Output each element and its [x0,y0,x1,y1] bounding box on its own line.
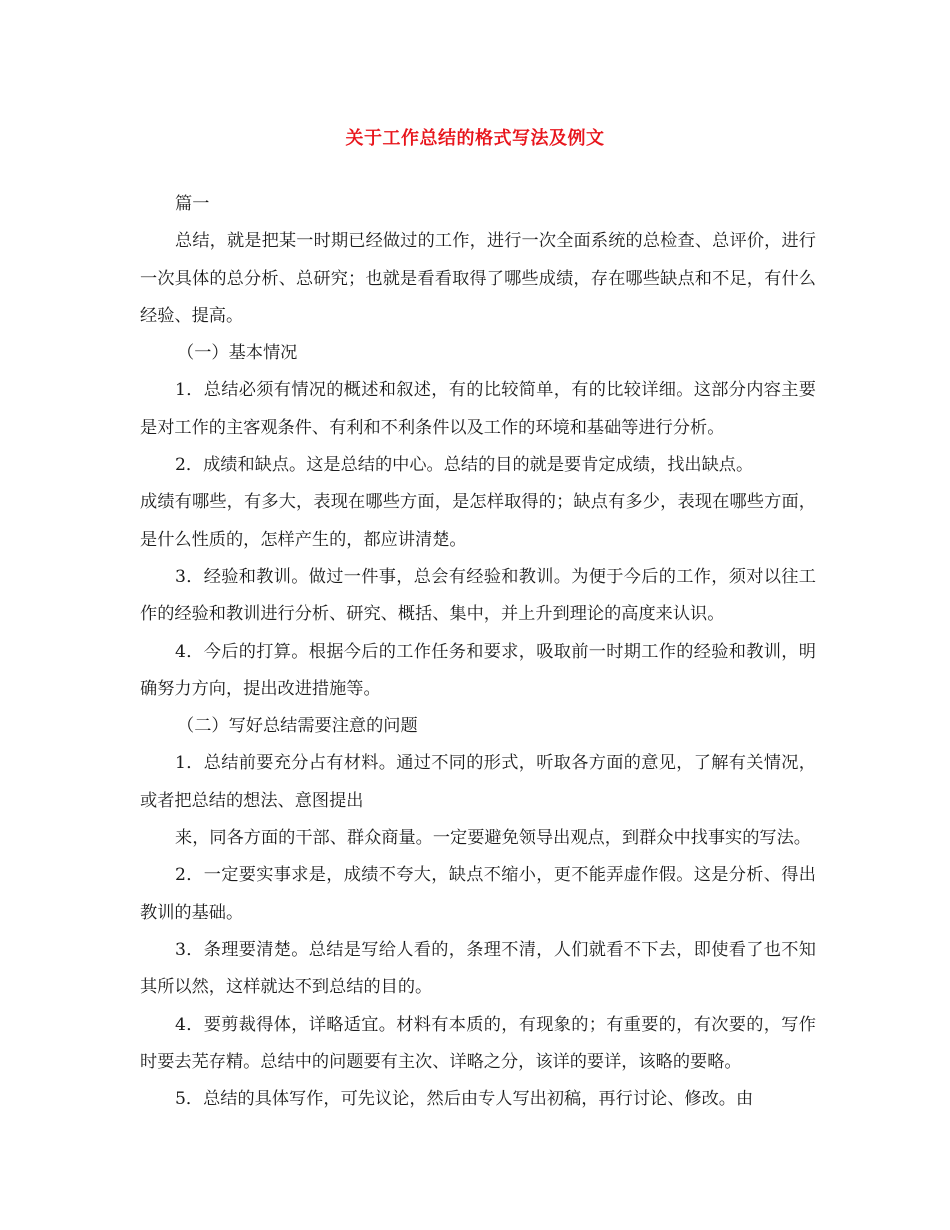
paragraph-continuation: 成绩有哪些，有多大，表现在哪些方面，是怎样取得的；缺点有多少，表现在哪些方面，是什么性质的，怎样产生的，都应讲清楚。 [140,492,816,550]
paragraph-item: 1．总结必须有情况的概述和叙述，有的比较简单，有的比较详细。这部分内容主要是对工作的主客观条件、有利和不利条件以及工作的环境和基础等进行分析。 [140,380,816,438]
paragraph-continuation: 来，同各方面的干部、群众商量。一定要避免领导出观点，到群众中找事实的写法。 [175,828,811,849]
paragraph-item: 3．经验和教训。做过一件事，总会有经验和教训。为便于今后的工作，须对以往工作的经验和教训进行分析、研究、概括、集中，并上升到理论的高度来认识。 [140,566,816,625]
paragraph-item: 3．条理要清楚。总结是写给人看的，条理不清，人们就看不下去，即使看了也不知其所以然，这样就达不到总结的目的。 [140,939,816,998]
paragraph-item: 2．一定要实事求是，成绩不夸大，缺点不缩小，更不能弄虚作假。这是分析、得出教训的基础。 [140,865,816,923]
document-title: 关于工作总结的格式写法及例文 [345,128,605,149]
paragraph-item: 4．今后的打算。根据今后的工作任务和要求，吸取前一时期工作的经验和教训，明确努力方向，提出改进措施等。 [140,641,816,699]
document-body [140,186,816,1118]
paragraph-item: 2．成绩和缺点。这是总结的中心。总结的目的就是要肯定成绩，找出缺点。 [175,455,754,476]
paragraph-item: 4．要剪裁得体，详略适宜。材料有本质的，有现象的；有重要的，有次要的，写作时要去芜存精。总结中的问题要有主次、详略之分，该详的要详，该略的要略。 [140,1014,816,1072]
section-heading-1: （一）基本情况 [177,343,298,364]
section-label: 篇一 [175,194,210,214]
paragraph-item: 1．总结前要充分占有材料。通过不同的形式，听取各方面的意见，了解有关情况，或者把总结的想法、意图提出 [140,753,816,811]
section-heading-2: （二）写好总结需要注意的问题 [177,716,418,737]
paragraph-item: 5．总结的具体写作，可先议论，然后由专人写出初稿，再行讨论、修改。由 [175,1089,754,1110]
paragraph-intro: 总结，就是把某一时期已经做过的工作，进行一次全面系统的总检查、总评价，进行一次具体的总分析、总研究；也就是看看取得了哪些成绩，存在哪些缺点和不足，有什么经验、提高。 [140,231,816,326]
